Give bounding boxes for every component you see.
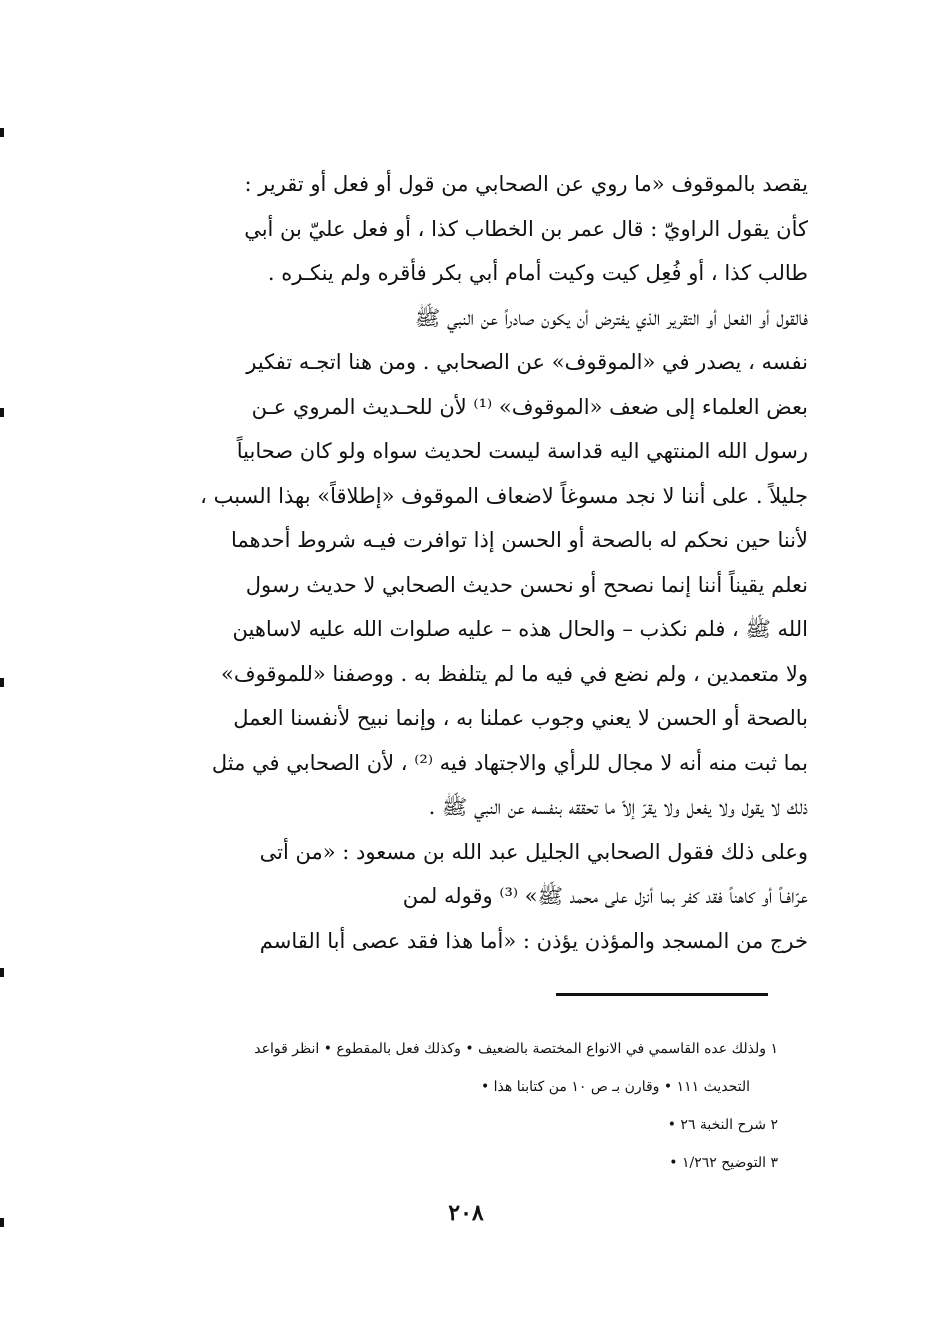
text-line: لأننا حين نحكم له بالصحة أو الحسن إذا توافرت فيـه شروط أحدهما xyxy=(231,528,808,552)
text-line: رسول الله المنتهي اليه قداسة ليست لحديث سواه ولو كان صحابياً xyxy=(236,439,808,463)
footnote-2: ٢ شرح النخبة ٢٦ • xyxy=(667,1117,778,1133)
scan-edge-mark xyxy=(0,968,4,977)
text-line: الله ﷺ ، فلم نكذب – والحال هذه – عليه صلوات الله عليه لاساهين xyxy=(232,617,808,641)
footnote-separator xyxy=(556,993,768,996)
text-line: وعلى ذلك فقول الصحابي الجليل عبد الله بن مسعود : «من أتى xyxy=(259,839,808,864)
text-line: خرج من المسجد والمؤذن يؤذن : «أما هذا فقد عصى أبا القاسم xyxy=(259,928,808,953)
text-line: بالصحة أو الحسن لا يعني وجوب عملنا به ، وإنما نبيح لأنفسنا العمل xyxy=(233,706,808,730)
footnote-1: ١ ولذلك عده القاسمي في الانواع المختصة بالضعيف • وكذلك فعل بالمقطوع • انظر قواعد xyxy=(254,1041,778,1057)
text-line: بما ثبت منه أنه لا مجال للرأي والاجتهاد فيه ⁽²⁾ ، لأن الصحابي في مثل xyxy=(211,750,808,775)
scan-edge-mark xyxy=(0,678,4,687)
text-line: نعلم يقيناً أننا إنما نصحح أو نحسن حديث الصحابي لا حديث رسول xyxy=(245,572,808,597)
page-number: ٢٠٨ xyxy=(448,1200,484,1226)
scan-edge-mark xyxy=(0,128,4,137)
text-line: كأن يقول الراويّ : قال عمر بن الخطاب كذا ، أو فعل عليّ بن أبي xyxy=(244,216,808,241)
main-text xyxy=(98,162,808,963)
text-line: ذلك لا يقول ولا يفعل ولا يقرّ إلاّ ما تحققه بنفسه عن النبي ﷺ . xyxy=(428,795,808,819)
footnote-3: ٣ التوضيح ١/٢٦٢ • xyxy=(669,1155,778,1171)
text-line: ولا متعمدين ، ولم نضع في فيه ما لم يتلفظ به . ووصفنا «للموقوف» xyxy=(221,661,808,686)
text-line: يقصد بالموقوف «ما روي عن الصحابي من قول أو فعل أو تقرير : xyxy=(244,172,808,196)
text-line: طالب كذا ، أو فُعِل كيت وكيت أمام أبي بكر فأقره ولم ينكـره . xyxy=(267,261,808,285)
text-line: جليلاً . على أننا لا نجد مسوغاً لاضعاف الموقوف «إطلاقاً» بهذا السبب ، xyxy=(200,483,808,508)
footnotes xyxy=(98,1030,778,1182)
footnote-1-continuation: التحديث ١١١ • وقارن بـ ص ١٠ من كتابنا هذا • xyxy=(480,1079,750,1095)
text-line: نفسه ، يصدر في «الموقوف» عن الصحابي . ومن هنا اتجـه تفكير xyxy=(246,350,808,374)
text-line: بعض العلماء إلى ضعف «الموقوف» ⁽¹⁾ لأن للحـديث المروي عـن xyxy=(251,394,808,419)
text-line: عرّافـاً أو كاهناً فقد كفر بما أنزل على محمد ﷺ» ⁽³⁾ وقوله لمن xyxy=(402,884,808,908)
scan-edge-mark xyxy=(0,408,4,417)
text-line: فالقول أو الفعل أو التقرير الذي يفترض أن يكون صادراً عن النبي ﷺ xyxy=(414,305,808,330)
